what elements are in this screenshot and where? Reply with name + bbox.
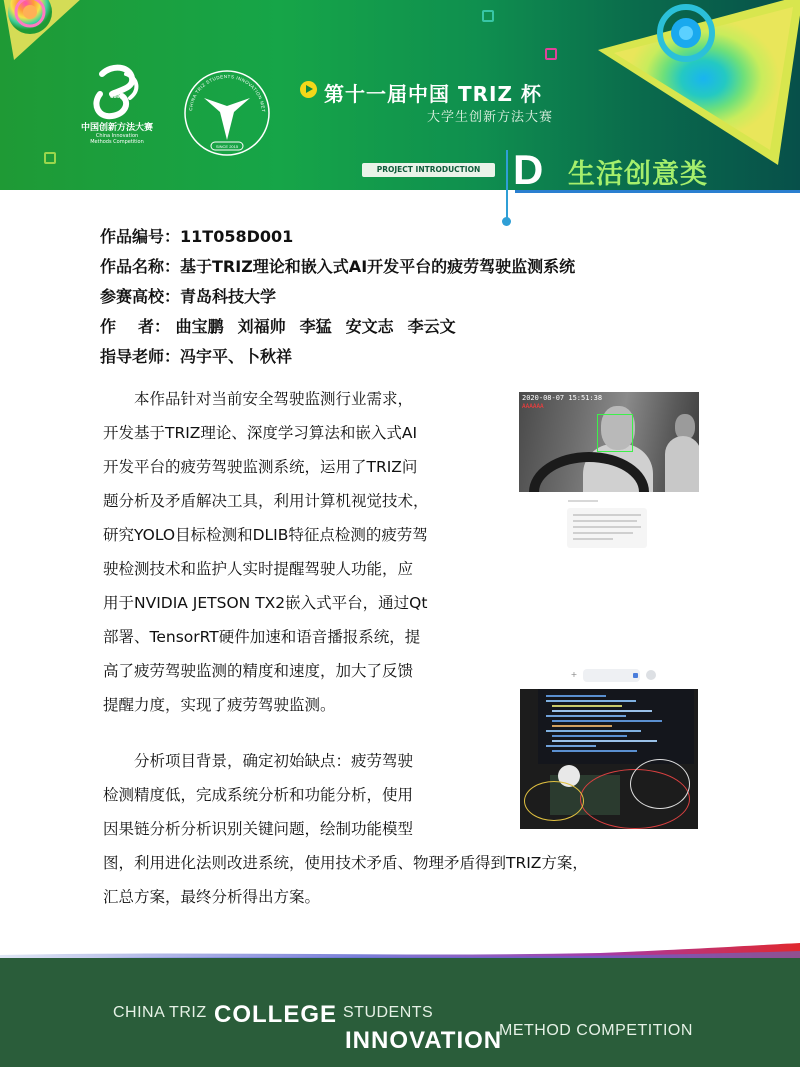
author-name: 安文志 bbox=[345, 317, 394, 336]
divider-dot bbox=[502, 217, 511, 226]
cimc-name-cn: 中国创新方法大赛 bbox=[80, 123, 153, 133]
text-line: 部署、TensorRT硬件加速和语音播报系统，提 bbox=[103, 628, 421, 646]
advisor-row bbox=[100, 342, 700, 372]
competition-subtitle: 大学生创新方法大赛 bbox=[427, 110, 554, 125]
footer-banner bbox=[0, 943, 800, 1067]
svg-text:CHINA TRIZ STUDENTS INNOVATION: CHINA TRIZ STUDENTS INNOVATION MET bbox=[188, 73, 267, 113]
author-name: 曲宝鹏 bbox=[175, 317, 224, 336]
photo-timestamp: 2020-08-07 15:51:38 bbox=[522, 394, 603, 402]
author-name: 刘福帅 bbox=[237, 317, 286, 336]
divider-vertical bbox=[506, 150, 508, 222]
send-icon bbox=[646, 670, 656, 680]
project-name-label: 作品名称： bbox=[100, 257, 181, 276]
message-sender bbox=[568, 500, 598, 502]
project-info bbox=[100, 222, 700, 372]
footer-word-method-competition: METHOD COMPETITION bbox=[499, 1022, 693, 1039]
text-line: 提醒力度，实现了疲劳驾驶监测。 bbox=[103, 696, 336, 714]
text-line: 研究YOLO目标检测和DLIB特征点检测的疲劳驾 bbox=[103, 526, 428, 544]
school-label: 参赛高校： bbox=[100, 287, 181, 306]
competition-title: 第十一届中国 TRIZ 杯 bbox=[324, 82, 542, 106]
svg-text:CIMC: CIMC bbox=[110, 94, 123, 100]
category-letter: D bbox=[513, 146, 544, 190]
description-paragraph-2 bbox=[103, 744, 588, 914]
cimc-name-en-2: Methods Competition bbox=[90, 139, 144, 145]
text-line: 图，利用进化法则改进系统，使用技术矛盾、物理矛盾得到TRIZ方案， bbox=[103, 854, 588, 872]
face-detection-box bbox=[597, 414, 633, 452]
text-line: 分析项目背景，确定初始缺点：疲劳驾驶 bbox=[103, 752, 414, 770]
text-line: 因果链分析分析识别关键问题，绘制功能模型 bbox=[103, 820, 414, 838]
authors-list bbox=[170, 317, 470, 336]
school-value: 青岛科技大学 bbox=[180, 287, 277, 306]
author-name: 李猛 bbox=[299, 317, 332, 336]
text-line: 检测精度低，完成系统分析和功能分析，使用 bbox=[103, 786, 414, 804]
triz-badge-logo-icon bbox=[182, 68, 272, 158]
text-line: 用于NVIDIA JETSON TX2嵌入式平台，通过Qt bbox=[103, 594, 428, 612]
author-name: 李云文 bbox=[407, 317, 456, 336]
text-line: 开发基于TRIZ理论、深度学习算法和嵌入式AI bbox=[103, 424, 418, 442]
advisor-value: 冯宇平、卜秋祥 bbox=[180, 347, 293, 366]
alert-message-card bbox=[567, 508, 647, 548]
wire bbox=[630, 759, 690, 809]
project-number-label: 作品编号： bbox=[100, 227, 181, 246]
text-line: 本作品针对当前安全驾驶监测行业需求， bbox=[103, 390, 414, 408]
project-introduction-label: PROJECT INTRODUCTION bbox=[362, 163, 495, 177]
authors-label-2: 者： bbox=[138, 317, 171, 336]
project-number-value: 11T058D001 bbox=[180, 227, 294, 246]
svg-text:SINCE 2015: SINCE 2015 bbox=[215, 144, 239, 149]
monitor-screen bbox=[538, 689, 694, 764]
decorative-ring-left bbox=[0, 0, 84, 65]
authors-label-1: 作 bbox=[100, 317, 117, 336]
authors-row bbox=[100, 312, 700, 342]
cimc-name-en-1: China Innovation bbox=[95, 133, 139, 139]
advisor-label: 指导老师： bbox=[100, 347, 181, 366]
wire bbox=[524, 781, 584, 821]
footer-word-innovation: INNOVATION bbox=[345, 1027, 503, 1054]
footer-word-college: COLLEGE bbox=[214, 1001, 338, 1028]
decorative-square bbox=[545, 48, 557, 60]
text-line: 高了疲劳驾驶监测的精度和速度，加大了反馈 bbox=[103, 662, 414, 680]
embedded-platform-photo bbox=[520, 689, 698, 829]
text-line: 汇总方案，最终分析得出方案。 bbox=[103, 888, 321, 906]
photo-alert-text: AAAAAA bbox=[522, 403, 544, 410]
description-paragraph-1 bbox=[103, 382, 429, 722]
divider-line bbox=[515, 190, 800, 193]
text-line: 题分析及矛盾解决工具，利用计算机视觉技术， bbox=[103, 492, 429, 510]
decorative-square bbox=[482, 10, 494, 22]
category-name: 生活创意类 bbox=[568, 159, 708, 190]
footer-word-students: STUDENTS bbox=[343, 1004, 434, 1021]
add-icon: + bbox=[570, 670, 578, 679]
school-row bbox=[100, 282, 700, 312]
project-number-row bbox=[100, 222, 700, 252]
header-banner bbox=[0, 0, 800, 190]
driver-camera-photo bbox=[519, 392, 699, 492]
project-name-value: 基于TRIZ理论和嵌入式AI开发平台的疲劳驾驶监测系统 bbox=[180, 257, 576, 276]
footer-word-china-triz: CHINA TRIZ bbox=[113, 1004, 207, 1021]
project-name-row bbox=[100, 252, 700, 282]
cimc-logo-text bbox=[76, 120, 158, 145]
decorative-square bbox=[44, 152, 56, 164]
play-icon bbox=[300, 81, 317, 98]
text-line: 开发平台的疲劳驾驶监测系统，运用了TRIZ问 bbox=[103, 458, 418, 476]
input-indicator-icon bbox=[633, 673, 638, 678]
decorative-ring-right bbox=[598, 0, 800, 165]
chat-input-bar bbox=[583, 669, 640, 682]
text-line: 驶检测技术和监护人实时提醒驾驶人功能，应 bbox=[103, 560, 414, 578]
